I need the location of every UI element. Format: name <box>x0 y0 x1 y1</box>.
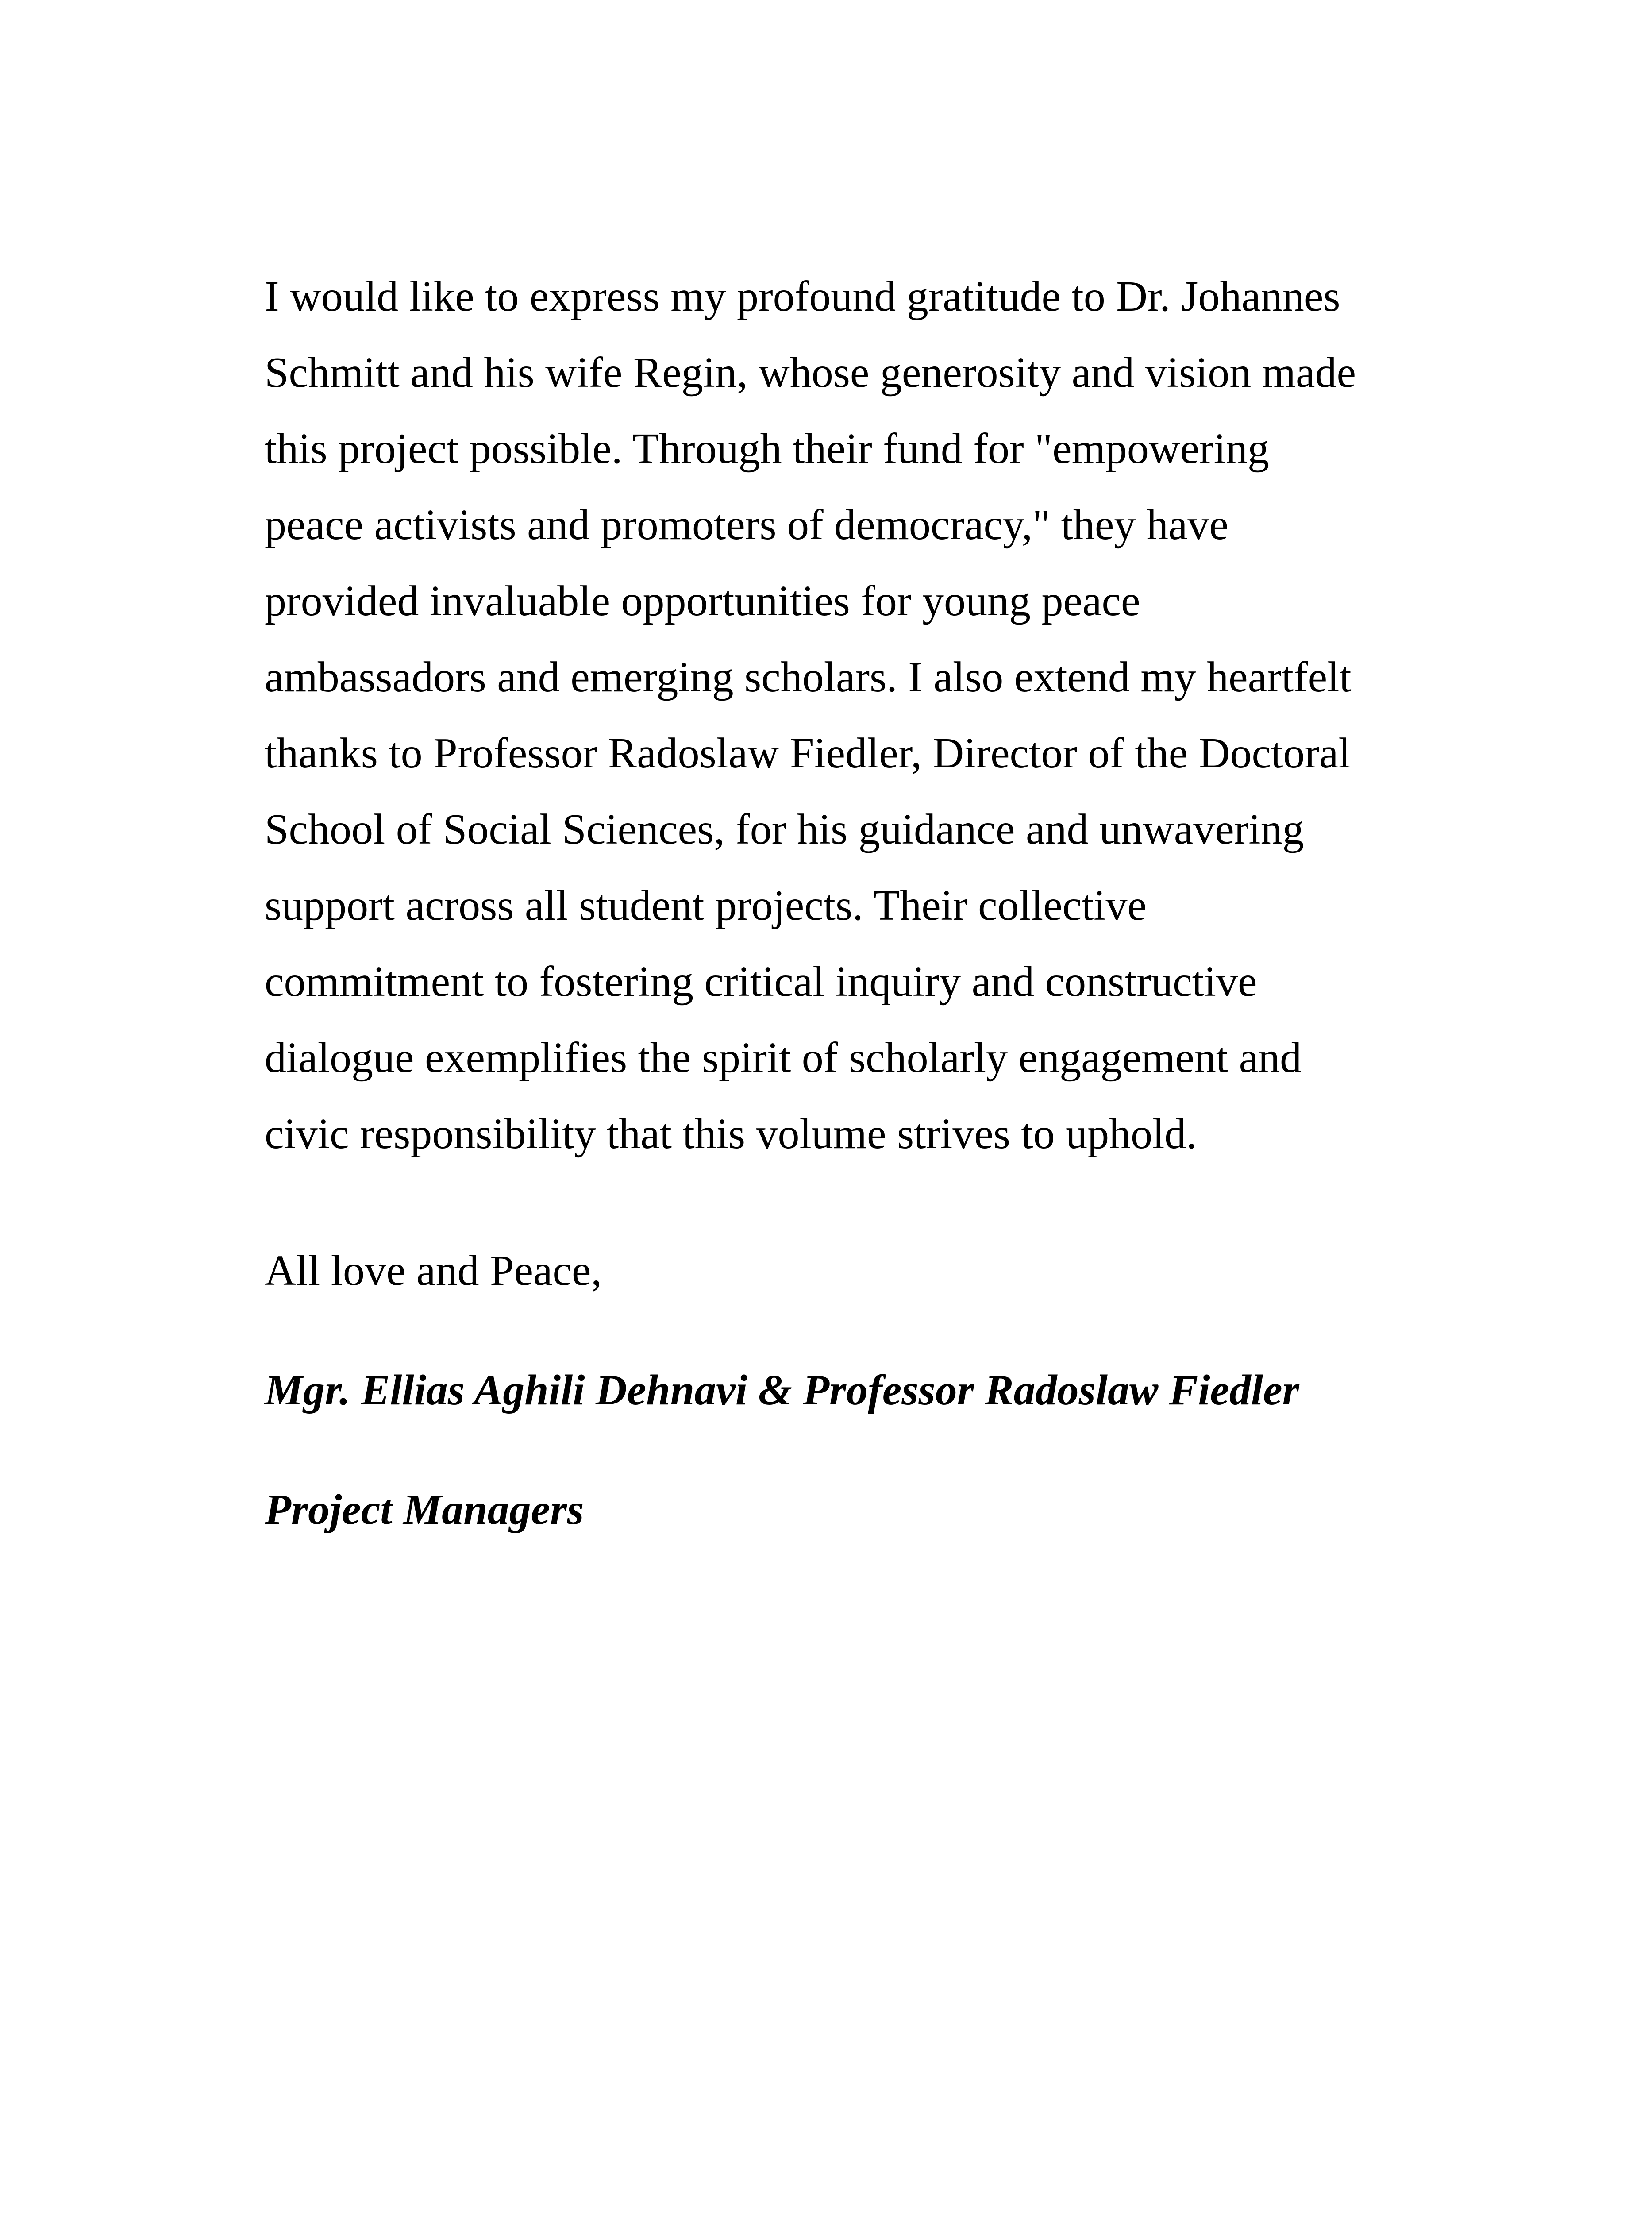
closing-salutation: All love and Peace, <box>265 1247 602 1295</box>
paragraph-line: School of Social Sciences, for his guidance and unwavering <box>265 806 1304 853</box>
paragraph-line: provided invaluable opportunities for young peace <box>265 577 1140 625</box>
paragraph-line: this project possible. Through their fund for "empowering <box>265 425 1269 473</box>
letter-body <box>265 258 1459 1534</box>
signature-role: Project Managers <box>265 1486 584 1534</box>
paragraph-line: I would like to express my profound gratitude to Dr. Johannes <box>265 273 1340 320</box>
signature-names: Mgr. Ellias Aghili Dehnavi & Professor Radoslaw Fiedler <box>265 1366 1299 1414</box>
paragraph-line: peace activists and promoters of democracy," they have <box>265 501 1228 549</box>
paragraph-line: commitment to fostering critical inquiry and constructive <box>265 958 1257 1006</box>
paragraph-line: civic responsibility that this volume strives to uphold. <box>265 1110 1197 1158</box>
paragraph-line: dialogue exemplifies the spirit of scholarly engagement and <box>265 1034 1302 1082</box>
acknowledgement-paragraph <box>265 258 1459 1172</box>
paragraph-line: Schmitt and his wife Regin, whose generosity and vision made <box>265 349 1356 397</box>
paragraph-line: support across all student projects. Their collective <box>265 882 1147 929</box>
paragraph-line: thanks to Professor Radoslaw Fiedler, Director of the Doctoral <box>265 729 1351 777</box>
paragraph-line: ambassadors and emerging scholars. I also extend my heartfelt <box>265 653 1352 701</box>
